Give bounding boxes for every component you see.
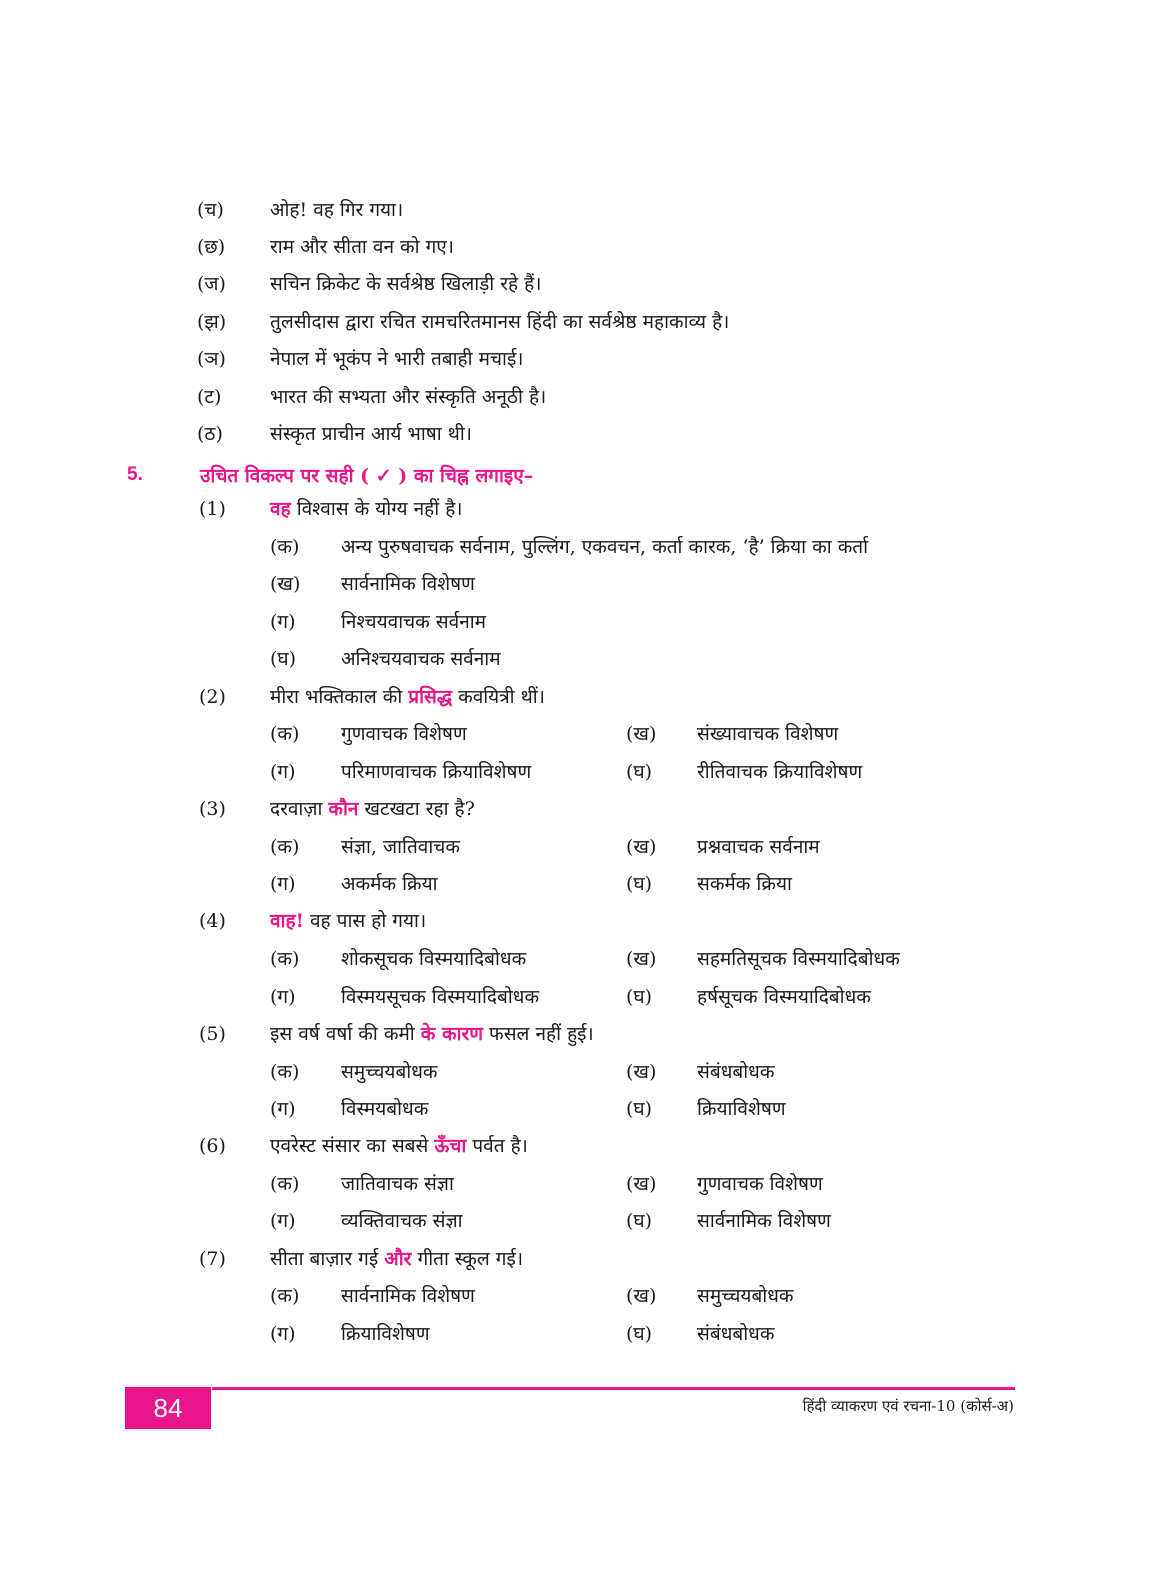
item-number: (4) [199, 910, 226, 932]
option-label[interactable]: (ख) [626, 1173, 657, 1195]
sentence-label: (ञ) [197, 348, 226, 370]
option-label[interactable]: (क) [270, 948, 300, 970]
option-label[interactable]: (क) [270, 536, 300, 558]
item-number: (5) [199, 1023, 226, 1045]
sentence-text: संस्कृत प्राचीन आर्य भाषा थी। [270, 423, 472, 445]
option-label[interactable]: (घ) [626, 873, 653, 895]
item-sentence-post: फसल नहीं हुई। [483, 1023, 594, 1045]
question-heading: उचित विकल्प पर सही ( ✓ ) का चिह्न लगाइए– [200, 465, 534, 487]
sentence-label: (ठ) [197, 423, 223, 445]
option-label[interactable]: (घ) [626, 1098, 653, 1120]
item-sentence [270, 685, 545, 709]
option-text[interactable]: संबंधबोधक [697, 1061, 775, 1083]
item-sentence [270, 497, 462, 521]
option-text[interactable]: निश्चयवाचक सर्वनाम [341, 611, 487, 633]
sentence-label: (झ) [197, 311, 227, 333]
highlighted-word: के कारण [420, 1023, 484, 1045]
highlighted-word: और [384, 1248, 412, 1270]
option-label[interactable]: (घ) [626, 986, 653, 1008]
option-text[interactable]: सकर्मक क्रिया [697, 873, 792, 895]
item-sentence-pre: एवरेस्ट संसार का सबसे [270, 1135, 435, 1157]
sentence-text: तुलसीदास द्वारा रचित रामचरितमानस हिंदी का सर्वश्रेष्ठ महाकाव्य है। [270, 311, 730, 333]
option-text[interactable]: शोकसूचक विस्मयादिबोधक [341, 948, 527, 970]
option-text[interactable]: विस्मयसूचक विस्मयादिबोधक [341, 986, 540, 1008]
option-label[interactable]: (ग) [270, 1323, 296, 1345]
option-label[interactable]: (ग) [270, 1210, 296, 1232]
option-label[interactable]: (ग) [270, 611, 296, 633]
item-sentence-post: खटखटा रहा है? [358, 798, 475, 820]
item-sentence [270, 1247, 523, 1271]
option-text[interactable]: अन्य पुरुषवाचक सर्वनाम, पुल्लिंग, एकवचन, कर्ता कारक, ‘है’ क्रिया का कर्ता [341, 536, 869, 558]
option-text[interactable]: विस्मयबोधक [341, 1098, 429, 1120]
option-text[interactable]: सार्वनामिक विशेषण [341, 573, 475, 595]
option-text[interactable]: सार्वनामिक विशेषण [697, 1210, 831, 1232]
sentence-text: नेपाल में भूकंप ने भारी तबाही मचाई। [270, 348, 524, 370]
item-sentence-pre: मीरा भक्तिकाल की [270, 686, 409, 708]
option-label[interactable]: (क) [270, 1061, 300, 1083]
option-label[interactable]: (घ) [626, 1323, 653, 1345]
option-label[interactable]: (ख) [626, 836, 657, 858]
item-sentence-post: विश्वास के योग्य नहीं है। [290, 498, 463, 520]
option-text[interactable]: समुच्चयबोधक [697, 1285, 794, 1307]
item-sentence-pre: सीता बाज़ार गई [270, 1248, 385, 1270]
question-number: 5. [127, 464, 143, 485]
option-label[interactable]: (क) [270, 836, 300, 858]
sentence-text: राम और सीता वन को गए। [270, 236, 455, 258]
option-label[interactable]: (ग) [270, 1098, 296, 1120]
book-title: हिंदी व्याकरण एवं रचना-10 (कोर्स-अ) [802, 1397, 1014, 1415]
item-sentence [270, 1022, 594, 1046]
option-text[interactable]: सार्वनामिक विशेषण [341, 1285, 475, 1307]
item-number: (6) [199, 1135, 226, 1157]
highlighted-word: वाह! [270, 910, 304, 932]
item-sentence [270, 797, 475, 821]
sentence-label: (च) [197, 199, 224, 221]
option-label[interactable]: (घ) [270, 648, 297, 670]
item-number: (7) [199, 1248, 226, 1270]
option-label[interactable]: (क) [270, 1173, 300, 1195]
option-label[interactable]: (घ) [626, 1210, 653, 1232]
option-text[interactable]: परिमाणवाचक क्रियाविशेषण [341, 761, 532, 783]
option-text[interactable]: गुणवाचक विशेषण [697, 1173, 823, 1195]
option-label[interactable]: (घ) [626, 761, 653, 783]
sentence-label: (ज) [197, 273, 226, 295]
option-text[interactable]: जातिवाचक संज्ञा [341, 1173, 454, 1195]
option-text[interactable]: गुणवाचक विशेषण [341, 723, 467, 745]
item-number: (1) [199, 498, 226, 520]
item-sentence-post: गीता स्कूल गई। [411, 1248, 524, 1270]
item-sentence-post: पर्वत है। [466, 1135, 528, 1157]
option-text[interactable]: संबंधबोधक [697, 1323, 775, 1345]
item-number: (3) [199, 798, 226, 820]
sentence-text: ओह! वह गिर गया। [270, 199, 404, 221]
option-text[interactable]: अकर्मक क्रिया [341, 873, 438, 895]
option-label[interactable]: (ख) [626, 1061, 657, 1083]
highlighted-word: वह [270, 498, 291, 520]
option-text[interactable]: रीतिवाचक क्रियाविशेषण [697, 761, 863, 783]
highlighted-word: प्रसिद्ध [408, 686, 453, 708]
option-label[interactable]: (ख) [626, 1285, 657, 1307]
sentence-text: भारत की सभ्यता और संस्कृति अनूठी है। [270, 386, 547, 408]
item-sentence-post: वह पास हो गया। [303, 910, 427, 932]
option-text[interactable]: हर्षसूचक विस्मयादिबोधक [697, 986, 871, 1008]
option-label[interactable]: (ग) [270, 986, 296, 1008]
option-text[interactable]: क्रियाविशेषण [341, 1323, 430, 1345]
sentence-label: (छ) [197, 236, 226, 258]
item-sentence [270, 1134, 528, 1158]
option-label[interactable]: (ख) [626, 948, 657, 970]
option-text[interactable]: संज्ञा, जातिवाचक [341, 836, 460, 858]
item-sentence [270, 909, 426, 933]
item-number: (2) [199, 686, 226, 708]
option-text[interactable]: समुच्चयबोधक [341, 1061, 438, 1083]
option-text[interactable]: क्रियाविशेषण [697, 1098, 786, 1120]
highlighted-word: कौन [328, 798, 359, 820]
page-number: 84 [125, 1387, 211, 1429]
option-label[interactable]: (ख) [626, 723, 657, 745]
option-text[interactable]: संख्यावाचक विशेषण [697, 723, 839, 745]
item-sentence-pre: इस वर्ष वर्षा की कमी [270, 1023, 421, 1045]
option-label[interactable]: (क) [270, 1285, 300, 1307]
option-text[interactable]: सहमतिसूचक विस्मयादिबोधक [697, 948, 900, 970]
option-text[interactable]: प्रश्नवाचक सर्वनाम [697, 836, 820, 858]
item-sentence-post: कवयित्री थीं। [452, 686, 545, 708]
option-label[interactable]: (ग) [270, 761, 296, 783]
footer-divider [212, 1387, 1015, 1390]
option-label[interactable]: (क) [270, 723, 300, 745]
highlighted-word: ऊँचा [434, 1135, 467, 1157]
option-text[interactable]: अनिश्चयवाचक सर्वनाम [341, 648, 501, 670]
item-sentence-pre: दरवाज़ा [270, 798, 329, 820]
sentence-text: सचिन क्रिकेट के सर्वश्रेष्ठ खिलाड़ी रहे हैं। [270, 273, 542, 295]
option-label[interactable]: (ग) [270, 873, 296, 895]
sentence-label: (ट) [197, 386, 222, 408]
option-text[interactable]: व्यक्तिवाचक संज्ञा [341, 1210, 463, 1232]
option-label[interactable]: (ख) [270, 573, 301, 595]
